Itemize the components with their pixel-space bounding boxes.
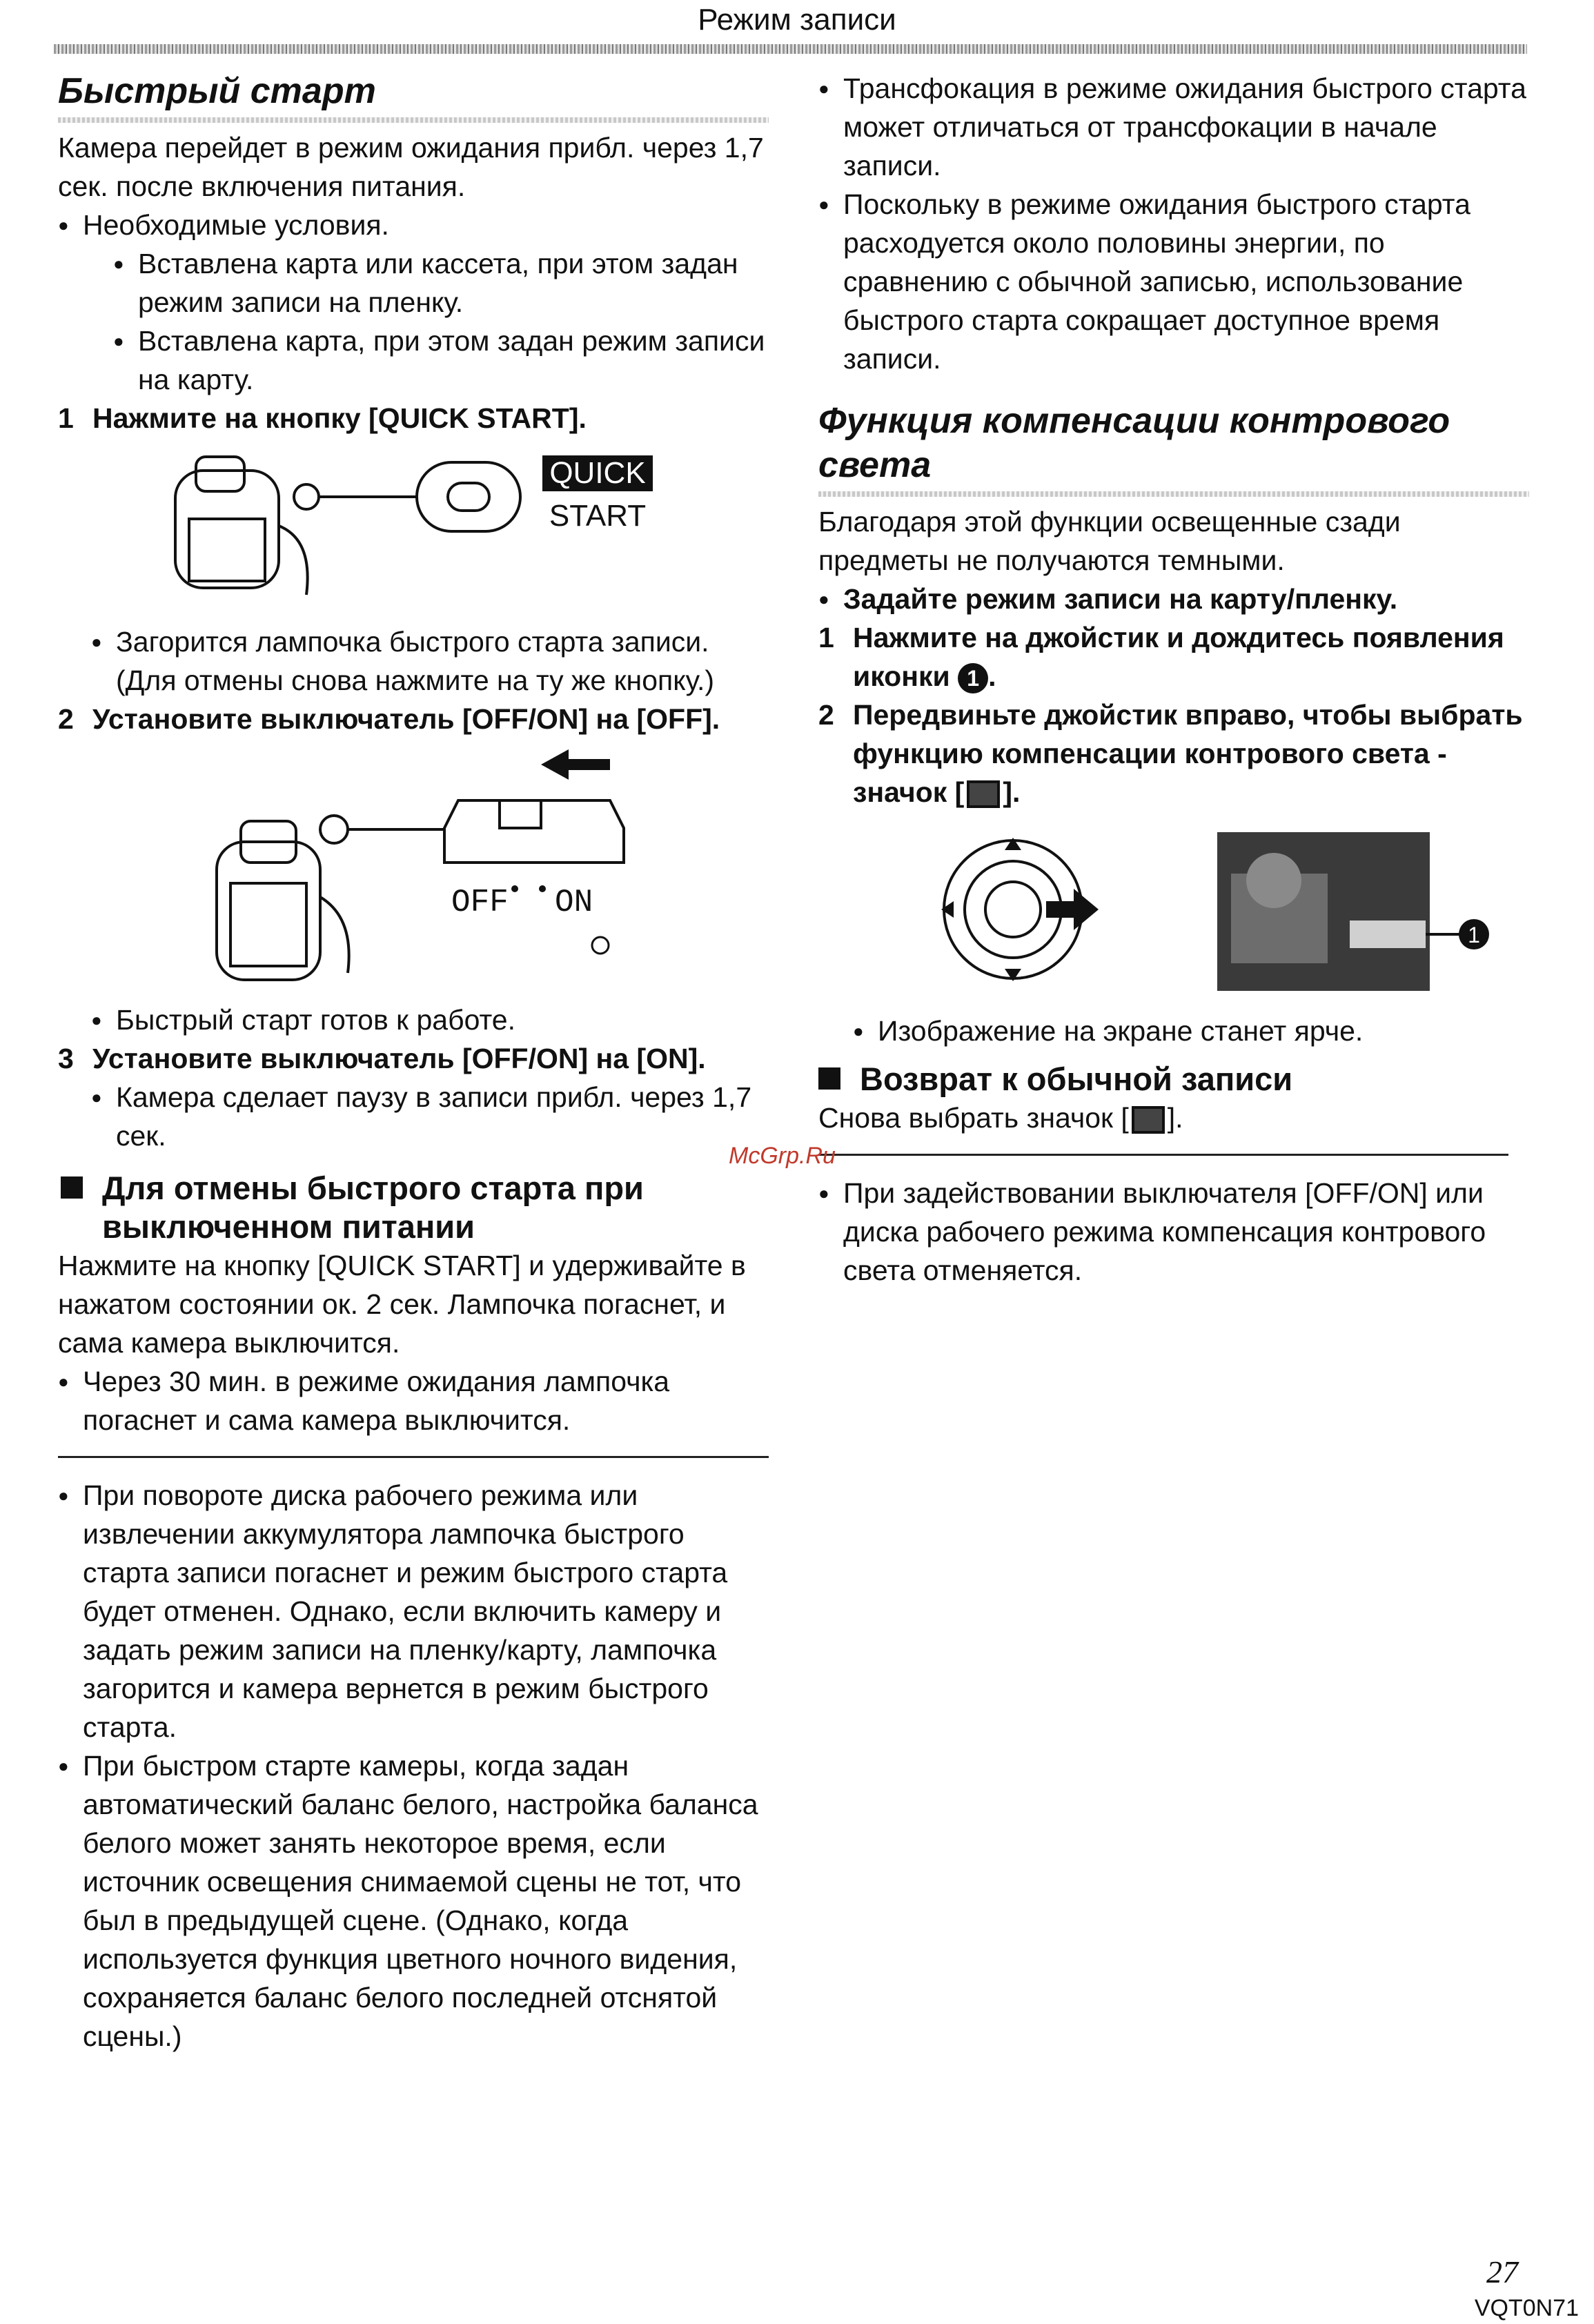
right-column bbox=[818, 69, 1536, 1290]
left-column bbox=[58, 69, 769, 2056]
divider bbox=[58, 1456, 769, 1458]
step-2 bbox=[58, 700, 769, 738]
condition-item: ● Вставлена карта или кассета, при этом задан режим записи на пленку. bbox=[113, 244, 769, 322]
off-on-switch-figure bbox=[58, 745, 769, 1001]
return-section-body: Снова выбрать значок [ bbox=[818, 1102, 1129, 1134]
step-text: Нажмите на джойстик и дождитесь появления иконки bbox=[853, 622, 1504, 692]
off-label: OFF bbox=[451, 885, 509, 920]
quick-label: QUICK bbox=[549, 456, 646, 490]
camcorder-quick-button-illustration bbox=[58, 443, 769, 622]
header-bar bbox=[54, 44, 1527, 54]
conditions-label: ● Необходимые условия. bbox=[58, 206, 769, 244]
divider bbox=[818, 1154, 1508, 1156]
on-label: ON bbox=[555, 885, 593, 920]
page-header-title: Режим записи bbox=[698, 3, 896, 37]
section-square-icon bbox=[818, 1067, 840, 1090]
cancel-section-heading bbox=[58, 1169, 769, 1246]
return-section-title: Возврат к обычной записи bbox=[860, 1061, 1293, 1097]
step3-note: ● Камера сделает паузу в записи прибл. через 1,7 сек. bbox=[91, 1078, 769, 1155]
title-rule bbox=[58, 117, 769, 123]
backlight-intro: Благодаря этой функции освещенные сзади предметы не получаются темными. bbox=[818, 506, 1401, 576]
quick-start-intro: Камера перейдет в режим ожидания прибл. через 1,7 сек. после включения питания. bbox=[58, 132, 764, 202]
backlight-bold-note: ● Задайте режим записи на карту/пленку. bbox=[818, 580, 1536, 618]
return-section-heading bbox=[818, 1060, 1536, 1099]
cancel-section-body: Нажмите на кнопку [QUICK START] и удерживайте в нажатом состоянии ок. 2 сек. Лампочка погаснет, и сама камера выключится. bbox=[58, 1250, 746, 1359]
title-rule bbox=[818, 491, 1529, 497]
step-1 bbox=[58, 399, 769, 437]
step2-note: ● Быстрый старт готов к работе. bbox=[91, 1001, 769, 1039]
backlight-step-2 bbox=[818, 696, 1536, 811]
right-top-note: ● Поскольку в режиме ожидания быстрого старта расходуется около половины энергии, по сравнению с обычной записью, использование быстрого старта сокращает доступное время записи. bbox=[818, 185, 1536, 378]
condition-item: ● Вставлена карта, при этом задан режим записи на карту. bbox=[113, 322, 769, 399]
arrow-left-icon bbox=[541, 749, 610, 780]
backlight-result: ● Изображение на экране станет ярче. bbox=[853, 1012, 1536, 1050]
left-note: ● При повороте диска рабочего режима или извлечении аккумулятора лампочка быстрого старта записи погаснет и режим быстрого старта будет отменен. Однако, если включить камеру и задать режим записи на пленку/карту, лампочка загорится и камера вернется в режим быстрого старта. bbox=[58, 1476, 769, 1746]
step-text: Нажмите на кнопку [QUICK START]. bbox=[92, 402, 587, 434]
step-text: Установите выключатель [OFF/ON] на [ON]. bbox=[92, 1043, 706, 1074]
step-3 bbox=[58, 1039, 769, 1078]
step-number: 2 bbox=[818, 699, 834, 731]
step-number: 1 bbox=[818, 622, 834, 653]
backlight-step-1: 1 Нажмите на джойстик и дождитесь появления иконки 1 . bbox=[818, 618, 1536, 696]
camcorder-switch-illustration bbox=[58, 745, 769, 1001]
step-text: Передвиньте джойстик вправо, чтобы выбрать функцию компенсации контрового света - значок [ bbox=[853, 699, 1523, 808]
section-square-icon bbox=[61, 1176, 83, 1199]
backlight-icon bbox=[967, 780, 1000, 808]
quick-start-figure bbox=[58, 443, 769, 622]
callout-1-icon: 1 bbox=[958, 663, 988, 693]
right-note: ● При задействовании выключателя [OFF/ON] или диска рабочего режима компенсация контрового света отменяется. bbox=[818, 1174, 1536, 1290]
cancel-section-note: ● Через 30 мин. в режиме ожидания лампочка погаснет и сама камера выключится. bbox=[58, 1362, 769, 1439]
joystick-and-screen-illustration bbox=[818, 832, 1536, 1012]
joystick-figure bbox=[818, 832, 1536, 1012]
step-text-end: ]. bbox=[1003, 776, 1021, 808]
callout-1-label: 1 bbox=[1468, 923, 1480, 947]
model-code: VQT0N71 bbox=[1474, 2295, 1579, 2321]
backlight-icon bbox=[1132, 1106, 1165, 1134]
watermark-text: McGrp.Ru bbox=[729, 1143, 836, 1169]
return-section-body-end: ]. bbox=[1167, 1102, 1183, 1134]
step-number: 1 bbox=[58, 402, 74, 434]
backlight-title: Функция компенсации контрового света bbox=[818, 401, 1450, 485]
left-note: ● При быстром старте камеры, когда задан автоматический баланс белого, настройка баланса белого может занять некоторое время, если источник освещения снимаемой сцены не тот, что был в предыдущей сцене. (Однако, когда используется функция цветного ночного видения, сохраняется баланс белого последней отснятой сцены.) bbox=[58, 1746, 769, 2056]
start-label: START bbox=[549, 499, 647, 533]
arrow-right-icon bbox=[1046, 889, 1099, 930]
right-top-note: ● Трансфокация в режиме ожидания быстрого старта может отличаться от трансфокации в начале записи. bbox=[818, 69, 1536, 185]
cancel-section-title: Для отмены быстрого старта при выключенном питании bbox=[102, 1170, 644, 1245]
quick-start-title: Быстрый старт bbox=[58, 71, 376, 111]
step1-note: ● Загорится лампочка быстрого старта записи. (Для отмены снова нажмите на ту же кнопку.) bbox=[91, 622, 769, 700]
step-number: 3 bbox=[58, 1043, 74, 1074]
step-number: 2 bbox=[58, 703, 74, 735]
step-text: Установите выключатель [OFF/ON] на [OFF]. bbox=[92, 703, 720, 735]
page-number: 27 bbox=[1486, 2254, 1518, 2289]
